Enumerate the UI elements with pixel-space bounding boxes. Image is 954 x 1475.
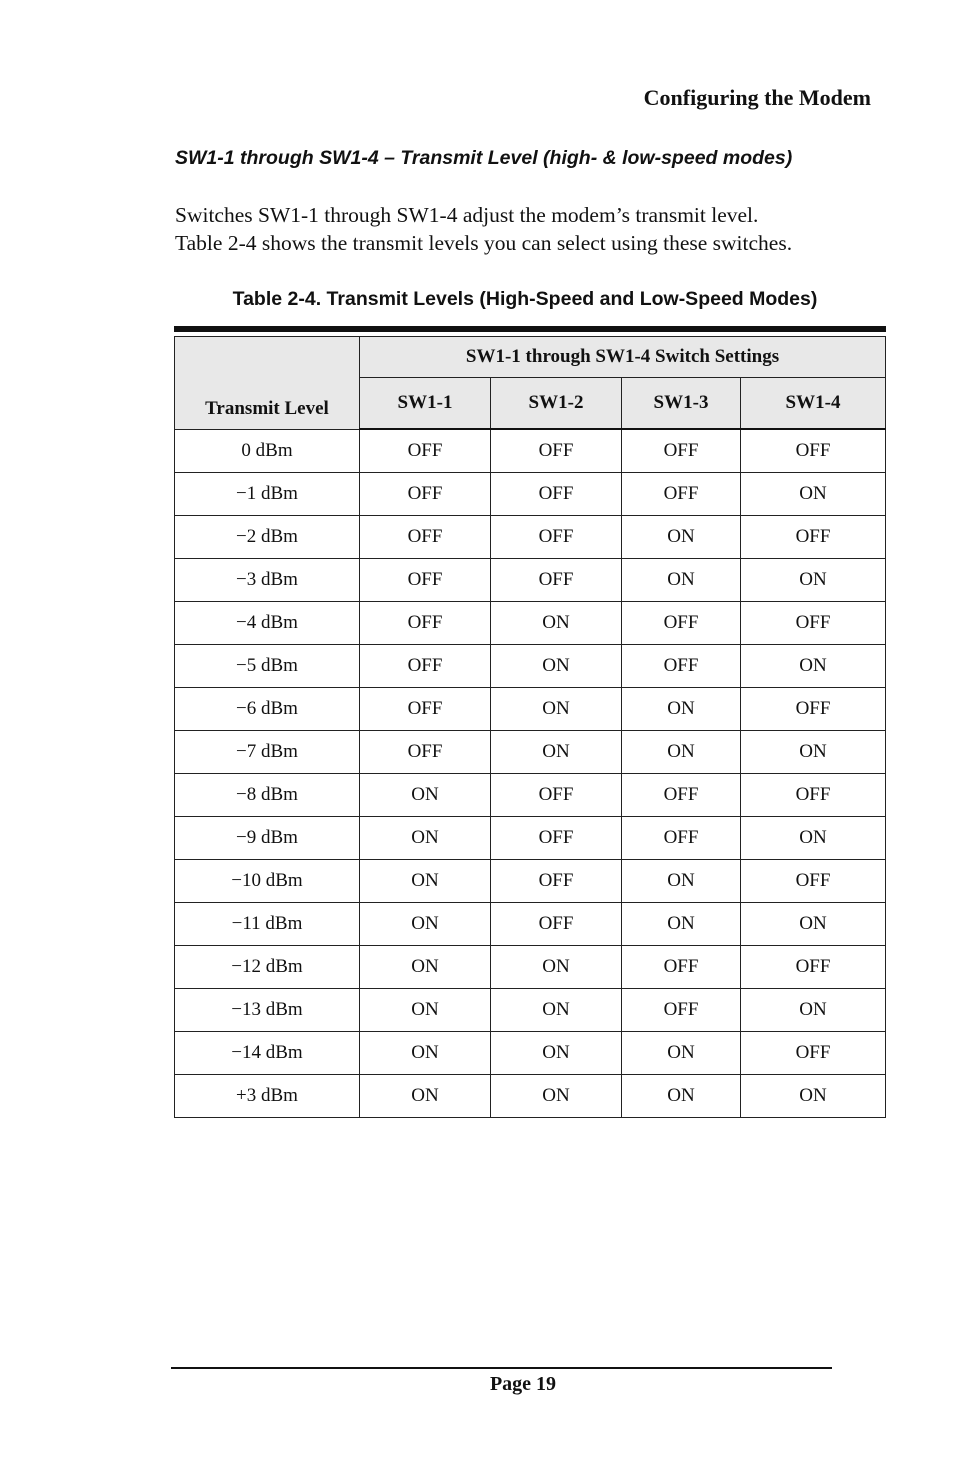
cell-sw1-2: ON: [491, 1032, 622, 1075]
cell-sw1-1: OFF: [360, 473, 491, 516]
transmit-level-table: [174, 336, 886, 1118]
cell-sw1-4: OFF: [741, 688, 886, 731]
cell-transmit-level: −14 dBm: [175, 1032, 360, 1075]
cell-transmit-level: −10 dBm: [175, 860, 360, 903]
table-row: [175, 989, 886, 1032]
column-header-sw1-4: SW1-4: [741, 378, 886, 430]
cell-sw1-4: ON: [741, 645, 886, 688]
cell-sw1-2: ON: [491, 602, 622, 645]
cell-sw1-2: ON: [491, 1075, 622, 1118]
page-number: Page 19: [489, 1373, 557, 1395]
cell-sw1-3: ON: [622, 1075, 741, 1118]
table-row: [175, 602, 886, 645]
cell-sw1-3: ON: [622, 559, 741, 602]
cell-sw1-4: ON: [741, 559, 886, 602]
table-caption: Table 2-4. Transmit Levels (High-Speed and Low-Speed Modes): [232, 288, 818, 310]
cell-sw1-4: OFF: [741, 602, 886, 645]
table-row: [175, 903, 886, 946]
table-row: [175, 946, 886, 989]
cell-sw1-3: ON: [622, 516, 741, 559]
cell-sw1-3: OFF: [622, 946, 741, 989]
cell-sw1-2: OFF: [491, 559, 622, 602]
cell-sw1-3: ON: [622, 731, 741, 774]
column-header-sw1-3: SW1-3: [622, 378, 741, 430]
cell-sw1-2: ON: [491, 989, 622, 1032]
column-header-sw1-1: SW1-1: [360, 378, 491, 430]
footer-rule: [171, 1367, 832, 1369]
cell-sw1-1: ON: [360, 1075, 491, 1118]
column-group-header-switch-settings: SW1-1 through SW1-4 Switch Settings: [360, 337, 886, 378]
table-row: [175, 817, 886, 860]
cell-sw1-2: OFF: [491, 473, 622, 516]
cell-sw1-4: ON: [741, 989, 886, 1032]
cell-sw1-2: OFF: [491, 516, 622, 559]
cell-sw1-1: OFF: [360, 731, 491, 774]
cell-transmit-level: −8 dBm: [175, 774, 360, 817]
table-row: [175, 860, 886, 903]
cell-sw1-4: OFF: [741, 1032, 886, 1075]
table-row: [175, 774, 886, 817]
table-row: [175, 1075, 886, 1118]
cell-transmit-level: 0 dBm: [175, 429, 360, 473]
cell-sw1-4: ON: [741, 731, 886, 774]
cell-transmit-level: −1 dBm: [175, 473, 360, 516]
table-row: [175, 688, 886, 731]
table-body: [175, 429, 886, 1118]
table-row: [175, 473, 886, 516]
cell-sw1-3: OFF: [622, 774, 741, 817]
cell-sw1-4: OFF: [741, 860, 886, 903]
table-row: [175, 645, 886, 688]
cell-sw1-2: OFF: [491, 903, 622, 946]
cell-transmit-level: −11 dBm: [175, 903, 360, 946]
cell-transmit-level: −9 dBm: [175, 817, 360, 860]
cell-transmit-level: −7 dBm: [175, 731, 360, 774]
column-header-sw1-2: SW1-2: [491, 378, 622, 430]
cell-sw1-2: ON: [491, 688, 622, 731]
cell-sw1-1: OFF: [360, 602, 491, 645]
table-row: [175, 1032, 886, 1075]
cell-sw1-2: OFF: [491, 860, 622, 903]
cell-sw1-3: ON: [622, 688, 741, 731]
cell-transmit-level: −3 dBm: [175, 559, 360, 602]
table-row: [175, 559, 886, 602]
cell-sw1-1: ON: [360, 774, 491, 817]
cell-transmit-level: −13 dBm: [175, 989, 360, 1032]
cell-sw1-3: OFF: [622, 429, 741, 473]
cell-sw1-1: ON: [360, 860, 491, 903]
cell-sw1-3: OFF: [622, 645, 741, 688]
cell-transmit-level: −5 dBm: [175, 645, 360, 688]
cell-sw1-1: ON: [360, 903, 491, 946]
cell-sw1-2: OFF: [491, 817, 622, 860]
cell-sw1-1: ON: [360, 1032, 491, 1075]
cell-sw1-3: OFF: [622, 989, 741, 1032]
cell-sw1-1: ON: [360, 989, 491, 1032]
cell-sw1-1: OFF: [360, 516, 491, 559]
cell-sw1-1: OFF: [360, 688, 491, 731]
paragraph-line: Table 2-4 shows the transmit levels you can select using these switches.: [175, 231, 793, 255]
cell-sw1-1: OFF: [360, 559, 491, 602]
cell-transmit-level: +3 dBm: [175, 1075, 360, 1118]
cell-sw1-4: OFF: [741, 429, 886, 473]
running-header-title: Configuring the Modem: [643, 85, 871, 110]
cell-sw1-1: OFF: [360, 429, 491, 473]
cell-sw1-3: ON: [622, 903, 741, 946]
table-row: [175, 516, 886, 559]
cell-sw1-3: ON: [622, 1032, 741, 1075]
cell-sw1-4: ON: [741, 817, 886, 860]
body-paragraph: [175, 201, 895, 257]
cell-sw1-3: OFF: [622, 473, 741, 516]
cell-sw1-2: ON: [491, 946, 622, 989]
cell-transmit-level: −12 dBm: [175, 946, 360, 989]
cell-sw1-3: ON: [622, 860, 741, 903]
cell-sw1-2: ON: [491, 731, 622, 774]
cell-sw1-2: ON: [491, 645, 622, 688]
table-row: [175, 429, 886, 473]
cell-sw1-3: OFF: [622, 602, 741, 645]
cell-sw1-1: ON: [360, 817, 491, 860]
cell-transmit-level: −4 dBm: [175, 602, 360, 645]
cell-sw1-4: ON: [741, 903, 886, 946]
table-top-rule: [174, 326, 886, 332]
section-heading: SW1-1 through SW1-4 – Transmit Level (high- & low-speed modes): [175, 147, 793, 169]
cell-sw1-1: OFF: [360, 645, 491, 688]
column-header-transmit-level: Transmit Level: [175, 337, 360, 430]
cell-sw1-3: OFF: [622, 817, 741, 860]
cell-sw1-2: OFF: [491, 774, 622, 817]
cell-sw1-4: OFF: [741, 774, 886, 817]
cell-transmit-level: −6 dBm: [175, 688, 360, 731]
cell-sw1-4: OFF: [741, 946, 886, 989]
cell-sw1-2: OFF: [491, 429, 622, 473]
table-row: [175, 731, 886, 774]
paragraph-line: Switches SW1-1 through SW1-4 adjust the modem’s transmit level.: [175, 203, 759, 227]
cell-transmit-level: −2 dBm: [175, 516, 360, 559]
cell-sw1-4: OFF: [741, 516, 886, 559]
cell-sw1-1: ON: [360, 946, 491, 989]
cell-sw1-4: ON: [741, 473, 886, 516]
cell-sw1-4: ON: [741, 1075, 886, 1118]
